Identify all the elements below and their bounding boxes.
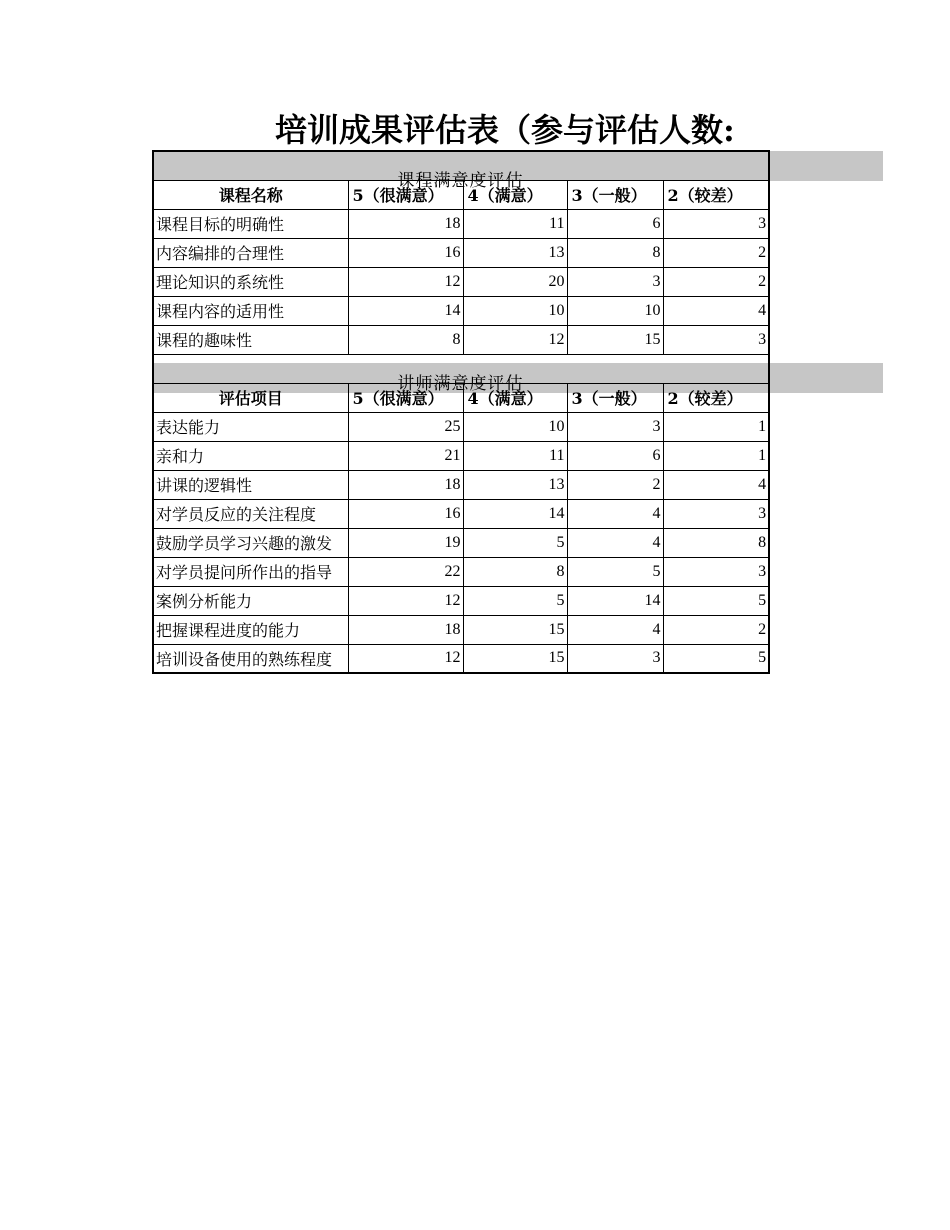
row-label: 表达能力 bbox=[153, 412, 348, 441]
cell-value: 4 bbox=[567, 499, 663, 528]
cell-value: 6 bbox=[567, 209, 663, 238]
cell-value: 12 bbox=[348, 267, 463, 296]
cell-value: 12 bbox=[348, 586, 463, 615]
row-label: 内容编排的合理性 bbox=[153, 238, 348, 267]
row-label: 鼓励学员学习兴趣的激发 bbox=[153, 528, 348, 557]
cell-value: 3 bbox=[567, 412, 663, 441]
cell-value: 5 bbox=[663, 644, 769, 673]
column-header: 5（很满意） bbox=[348, 180, 463, 209]
row-label: 理论知识的系统性 bbox=[153, 267, 348, 296]
column-header: 3（一般） bbox=[567, 180, 663, 209]
cell-value: 18 bbox=[348, 470, 463, 499]
column-header: 3（一般） bbox=[567, 383, 663, 412]
table-row bbox=[153, 412, 769, 441]
cell-value: 12 bbox=[463, 325, 567, 354]
cell-value: 2 bbox=[663, 615, 769, 644]
cell-value: 2 bbox=[663, 267, 769, 296]
cell-value: 12 bbox=[348, 644, 463, 673]
cell-value: 8 bbox=[663, 528, 769, 557]
table-row bbox=[153, 238, 769, 267]
cell-value: 6 bbox=[567, 441, 663, 470]
cell-value: 15 bbox=[463, 644, 567, 673]
row-label: 对学员提问所作出的指导 bbox=[153, 557, 348, 586]
table-row bbox=[153, 209, 769, 238]
cell-value: 4 bbox=[567, 615, 663, 644]
cell-value: 3 bbox=[663, 209, 769, 238]
cell-value: 3 bbox=[663, 557, 769, 586]
cell-value: 10 bbox=[463, 296, 567, 325]
column-header: 4（满意） bbox=[463, 383, 567, 412]
row-label: 课程的趣味性 bbox=[153, 325, 348, 354]
row-label: 亲和力 bbox=[153, 441, 348, 470]
row-label: 课程目标的明确性 bbox=[153, 209, 348, 238]
cell-value: 15 bbox=[567, 325, 663, 354]
cell-value: 14 bbox=[463, 499, 567, 528]
page-title: 培训成果评估表（参与评估人数: bbox=[275, 111, 735, 149]
cell-value: 25 bbox=[348, 412, 463, 441]
cell-value: 19 bbox=[348, 528, 463, 557]
cell-value: 16 bbox=[348, 238, 463, 267]
cell-value: 3 bbox=[567, 644, 663, 673]
cell-value: 3 bbox=[663, 325, 769, 354]
cell-value: 5 bbox=[567, 557, 663, 586]
cell-value: 5 bbox=[663, 586, 769, 615]
cell-value: 2 bbox=[663, 238, 769, 267]
cell-value: 15 bbox=[463, 615, 567, 644]
row-label: 对学员反应的关注程度 bbox=[153, 499, 348, 528]
teacher-section-header-row bbox=[153, 354, 769, 383]
column-header: 课程名称 bbox=[153, 180, 348, 209]
course-section-header-row bbox=[153, 151, 769, 180]
table-row bbox=[153, 325, 769, 354]
cell-value: 10 bbox=[567, 296, 663, 325]
cell-value: 11 bbox=[463, 209, 567, 238]
cell-value: 1 bbox=[663, 412, 769, 441]
table-row bbox=[153, 267, 769, 296]
column-header: 2（较差） bbox=[663, 383, 769, 412]
cell-value: 4 bbox=[663, 296, 769, 325]
table-row bbox=[153, 644, 769, 673]
cell-value: 16 bbox=[348, 499, 463, 528]
table-row bbox=[153, 586, 769, 615]
column-header: 评估项目 bbox=[153, 383, 348, 412]
cell-value: 3 bbox=[663, 499, 769, 528]
row-label: 培训设备使用的熟练程度 bbox=[153, 644, 348, 673]
cell-value: 18 bbox=[348, 209, 463, 238]
row-label: 课程内容的适用性 bbox=[153, 296, 348, 325]
cell-value: 5 bbox=[463, 528, 567, 557]
table-row bbox=[153, 499, 769, 528]
cell-value: 4 bbox=[567, 528, 663, 557]
cell-value: 20 bbox=[463, 267, 567, 296]
cell-value: 13 bbox=[463, 238, 567, 267]
column-header: 5（很满意） bbox=[348, 383, 463, 412]
cell-value: 11 bbox=[463, 441, 567, 470]
cell-value: 2 bbox=[567, 470, 663, 499]
table-row bbox=[153, 615, 769, 644]
table-row bbox=[153, 557, 769, 586]
table-row bbox=[153, 441, 769, 470]
evaluation-table bbox=[152, 150, 770, 674]
table-row bbox=[153, 296, 769, 325]
row-label: 把握课程进度的能力 bbox=[153, 615, 348, 644]
cell-value: 1 bbox=[663, 441, 769, 470]
teacher-section-label: 讲师满意度评估 bbox=[397, 373, 524, 394]
table-row bbox=[153, 528, 769, 557]
cell-value: 8 bbox=[348, 325, 463, 354]
cell-value: 5 bbox=[463, 586, 567, 615]
cell-value: 8 bbox=[567, 238, 663, 267]
cell-value: 3 bbox=[567, 267, 663, 296]
cell-value: 14 bbox=[567, 586, 663, 615]
column-header: 2（较差） bbox=[663, 180, 769, 209]
cell-value: 10 bbox=[463, 412, 567, 441]
cell-value: 22 bbox=[348, 557, 463, 586]
course-section-label: 课程满意度评估 bbox=[397, 170, 524, 191]
table-row bbox=[153, 470, 769, 499]
cell-value: 21 bbox=[348, 441, 463, 470]
cell-value: 14 bbox=[348, 296, 463, 325]
cell-value: 8 bbox=[463, 557, 567, 586]
cell-value: 4 bbox=[663, 470, 769, 499]
cell-value: 18 bbox=[348, 615, 463, 644]
column-header: 4（满意） bbox=[463, 180, 567, 209]
row-label: 案例分析能力 bbox=[153, 586, 348, 615]
row-label: 讲课的逻辑性 bbox=[153, 470, 348, 499]
cell-value: 13 bbox=[463, 470, 567, 499]
